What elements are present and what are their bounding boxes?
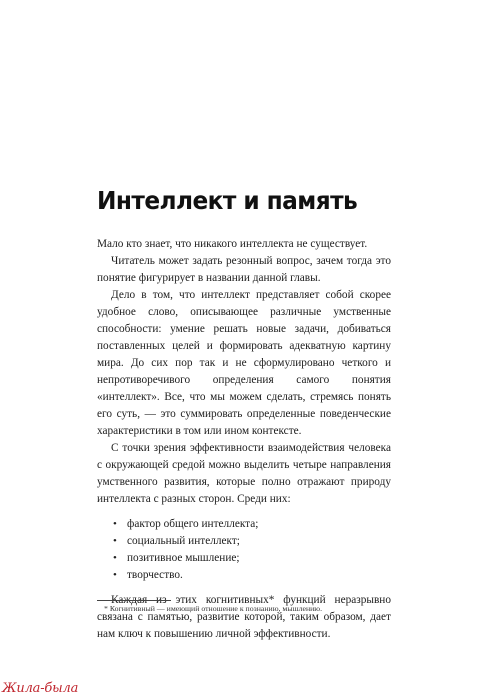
footnote-divider: [97, 600, 171, 601]
bullet-icon: •: [113, 569, 117, 581]
bullet-icon: •: [113, 552, 117, 564]
chapter-title: Интеллект и память: [97, 186, 358, 215]
paragraph: С точки зрения эффективности взаимодействия человека с окружающей средой можно выделить четыре направления умственного развития, которые полно отражают природу интеллекта с разных сторон. Среди них:: [97, 442, 391, 505]
list-item: [97, 516, 391, 533]
footnote: * Когнитивный — имеющий отношение к познанию, мышлению.: [104, 604, 323, 613]
bullet-list: [97, 516, 391, 584]
watermark-logo: Жила-была: [2, 681, 79, 696]
list-item: [97, 567, 391, 584]
chapter-body: [97, 236, 391, 643]
paragraph: Мало кто знает, что никакого интеллекта не существует.: [97, 238, 368, 250]
list-item-text: фактор общего интеллекта;: [127, 518, 259, 530]
bullet-icon: •: [113, 535, 117, 547]
list-item-text: позитивное мышление;: [127, 552, 240, 564]
list-item-text: социальный интеллект;: [127, 535, 240, 547]
list-item: [97, 550, 391, 567]
list-item-text: творчество.: [127, 569, 183, 581]
closing-paragraph: Каждая из этих когнитивных* функций неразрывно связана с памятью, развитие которой, таким образом, дает нам ключ к повышению личной эффективности.: [97, 594, 391, 640]
list-item: [97, 533, 391, 550]
paragraph: Дело в том, что интеллект представляет собой скорее удобное слово, описывающее различные умственные способности: умение решать новые задачи, добиваться поставленных целей и формировать адекватную картину мира. До сих пор так и не сформулировано четкого и непротиворечивого определения самого понятия «интеллект». Все, что мы можем сделать, стремясь понять его суть, — это суммировать определенные поведенческие характеристики в том или ином контексте.: [97, 289, 391, 437]
paragraph: Читатель может задать резонный вопрос, зачем тогда это понятие фигурирует в названии данной главы.: [97, 255, 391, 284]
bullet-icon: •: [113, 518, 117, 530]
